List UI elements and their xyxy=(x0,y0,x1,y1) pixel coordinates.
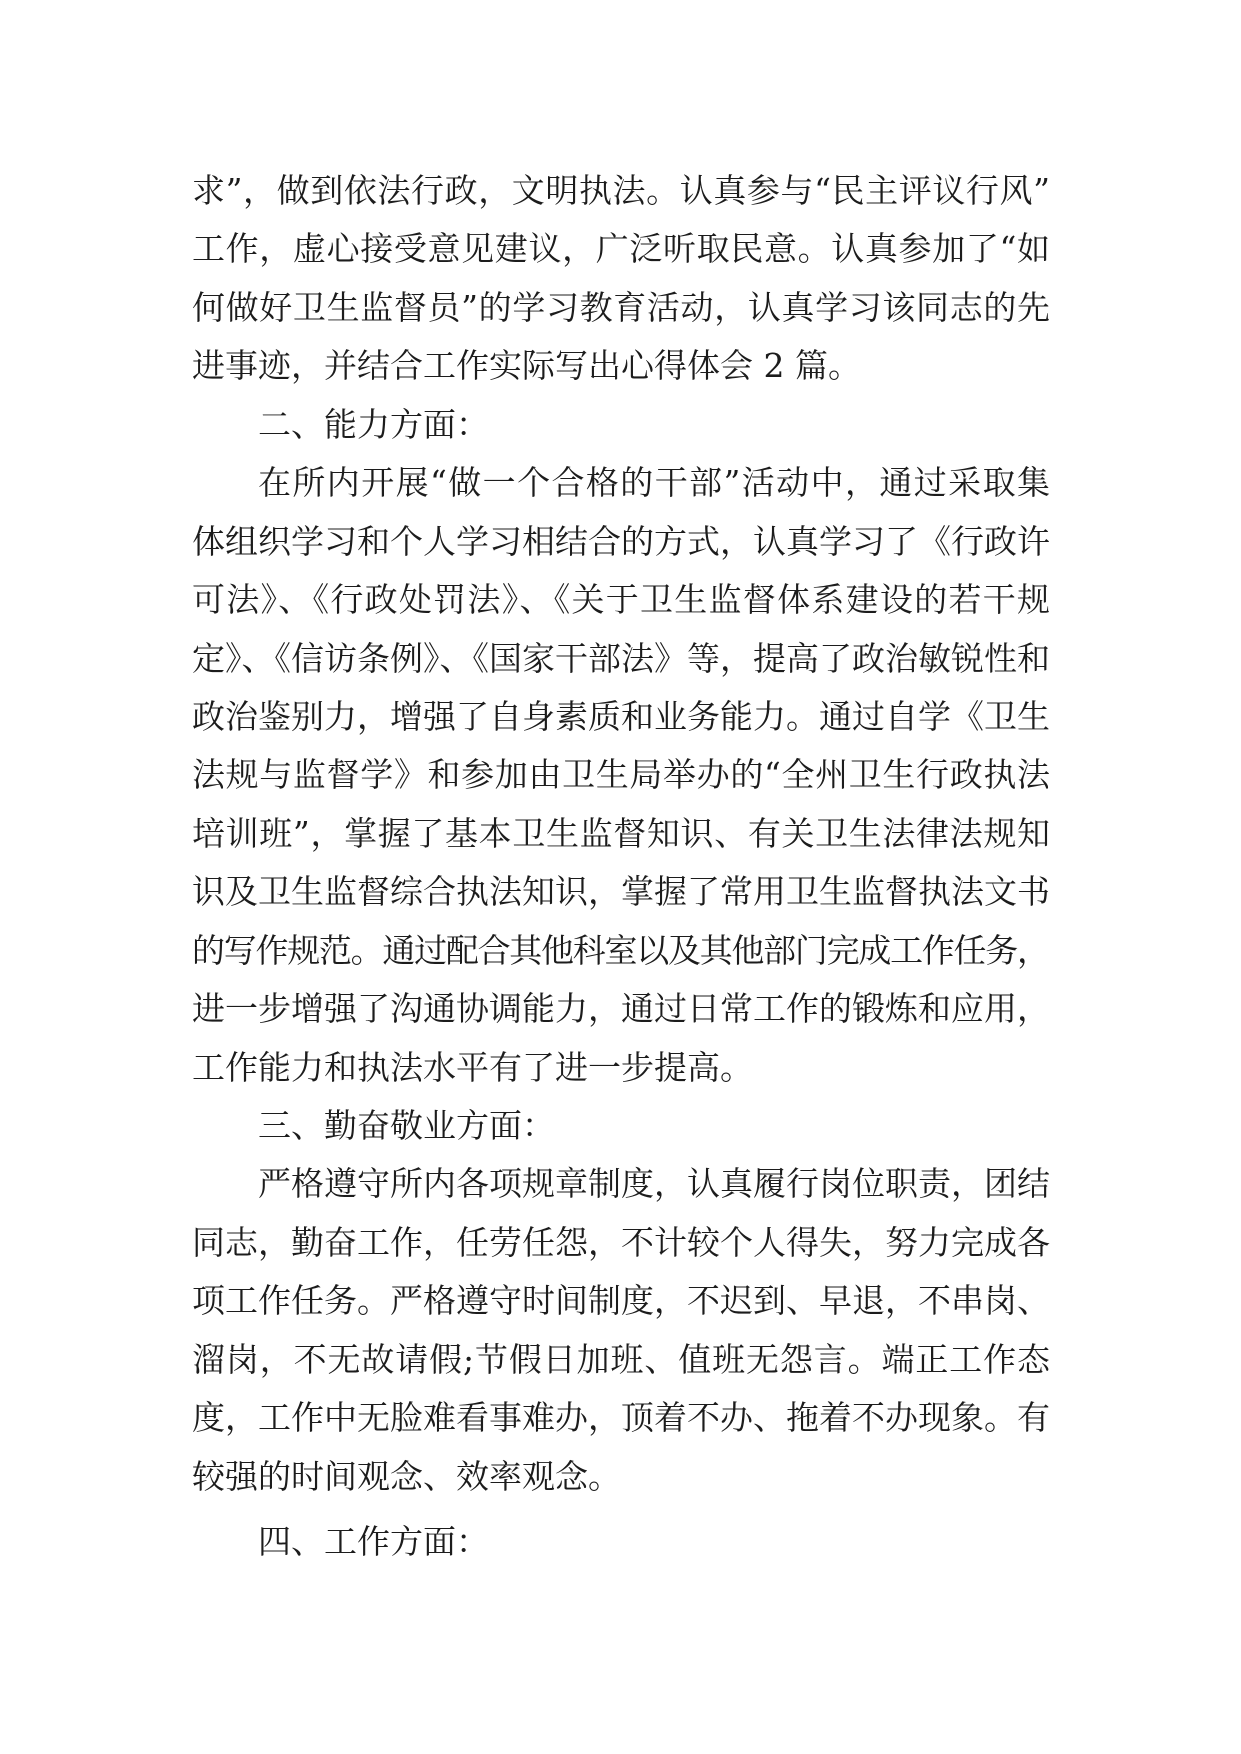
paragraph-line xyxy=(192,863,1050,921)
paragraph-line-text: 工作，虚心接受意见建议，广泛听取民意。认真参加了“如 xyxy=(192,229,1051,269)
paragraph-line xyxy=(192,279,1050,337)
paragraph-line xyxy=(192,922,1050,980)
document-body xyxy=(192,162,1050,1571)
paragraph-line xyxy=(192,746,1050,804)
paragraph-line-text: 培训班”，掌握了基本卫生监督知识、有关卫生法律法规知 xyxy=(192,813,1051,853)
paragraph-line-text: 项工作任务。严格遵守时间制度，不迟到、早退，不串岗、 xyxy=(192,1281,1050,1321)
paragraph-line xyxy=(192,688,1050,746)
paragraph-line xyxy=(192,337,1050,395)
paragraph-line-text: 溜岗，不无故请假;节假日加班、值班无怨言。端正工作态 xyxy=(192,1339,1051,1379)
paragraph-line-text: 严格遵守所内各项规章制度，认真履行岗位职责，团结 xyxy=(258,1164,1050,1204)
paragraph-line-text: 可法》、《行政处罚法》、《关于卫生监督体系建设的若干规 xyxy=(192,580,1052,620)
paragraph-line xyxy=(192,513,1050,571)
paragraph-line xyxy=(192,1448,1050,1506)
paragraph-line xyxy=(192,571,1050,629)
section-heading-text: 二、能力方面： xyxy=(258,404,489,444)
paragraph-line-text: 的写作规范。通过配合其他科室以及其他部门完成工作任务， xyxy=(192,930,1049,970)
section-heading-text: 三、勤奋敬业方面： xyxy=(258,1106,555,1145)
paragraph-line-text: 同志，勤奋工作，任劳任怨，不计较个人得失，努力完成各 xyxy=(192,1222,1050,1262)
paragraph-line-text: 进一步增强了沟通协调能力，通过日常工作的锻炼和应用， xyxy=(192,989,1050,1029)
paragraph-line-text: 度，工作中无脸难看事难办，顶着不办、拖着不办现象。有 xyxy=(192,1398,1050,1438)
paragraph-line-text: 体组织学习和个人学习相结合的方式，认真学习了《行政许 xyxy=(192,521,1050,561)
paragraph-line-text: 定》、《信访条例》、《国家干部法》等，提高了政治敏锐性和 xyxy=(192,638,1050,678)
paragraph-line-text: 较强的时间观念、效率观念。 xyxy=(192,1456,621,1496)
paragraph-line xyxy=(192,1214,1050,1272)
paragraph-line-text: 识及卫生监督综合执法知识，掌握了常用卫生监督执法文书 xyxy=(192,872,1050,912)
paragraph-line-text: 法规与监督学》和参加由卫生局举办的“全州卫生行政执法 xyxy=(192,755,1051,795)
paragraph-line xyxy=(192,1272,1050,1330)
paragraph-line xyxy=(192,1389,1050,1447)
paragraph-line xyxy=(192,1039,1050,1097)
paragraph-line-text: 工作能力和执法水平有了进一步提高。 xyxy=(192,1047,753,1087)
section-heading xyxy=(192,1513,1050,1571)
paragraph-line xyxy=(192,454,1050,512)
paragraph-line xyxy=(192,220,1050,278)
paragraph-line xyxy=(192,1331,1050,1389)
paragraph-line xyxy=(192,630,1050,688)
section-heading-text: 四、工作方面： xyxy=(258,1521,489,1561)
paragraph-line-text: 进事迹，并结合工作实际写出心得体会 2 篇。 xyxy=(192,346,861,386)
paragraph-line xyxy=(192,162,1050,220)
paragraph-line-text: 在所内开展“做一个合格的干部”活动中，通过采取集 xyxy=(258,463,1052,503)
paragraph-line xyxy=(192,1155,1050,1213)
paragraph-line-text: 政治鉴别力，增强了自身素质和业务能力。通过自学《卫生 xyxy=(192,696,1050,736)
section-heading xyxy=(192,1097,1050,1155)
paragraph-line-text: 何做好卫生监督员”的学习教育活动，认真学习该同志的先 xyxy=(192,287,1051,327)
section-heading xyxy=(192,396,1050,454)
paragraph-line xyxy=(192,805,1050,863)
paragraph-line xyxy=(192,980,1050,1038)
paragraph-line-text: 求”，做到依法行政，文明执法。认真参与“民主评议行风” xyxy=(192,171,1051,210)
